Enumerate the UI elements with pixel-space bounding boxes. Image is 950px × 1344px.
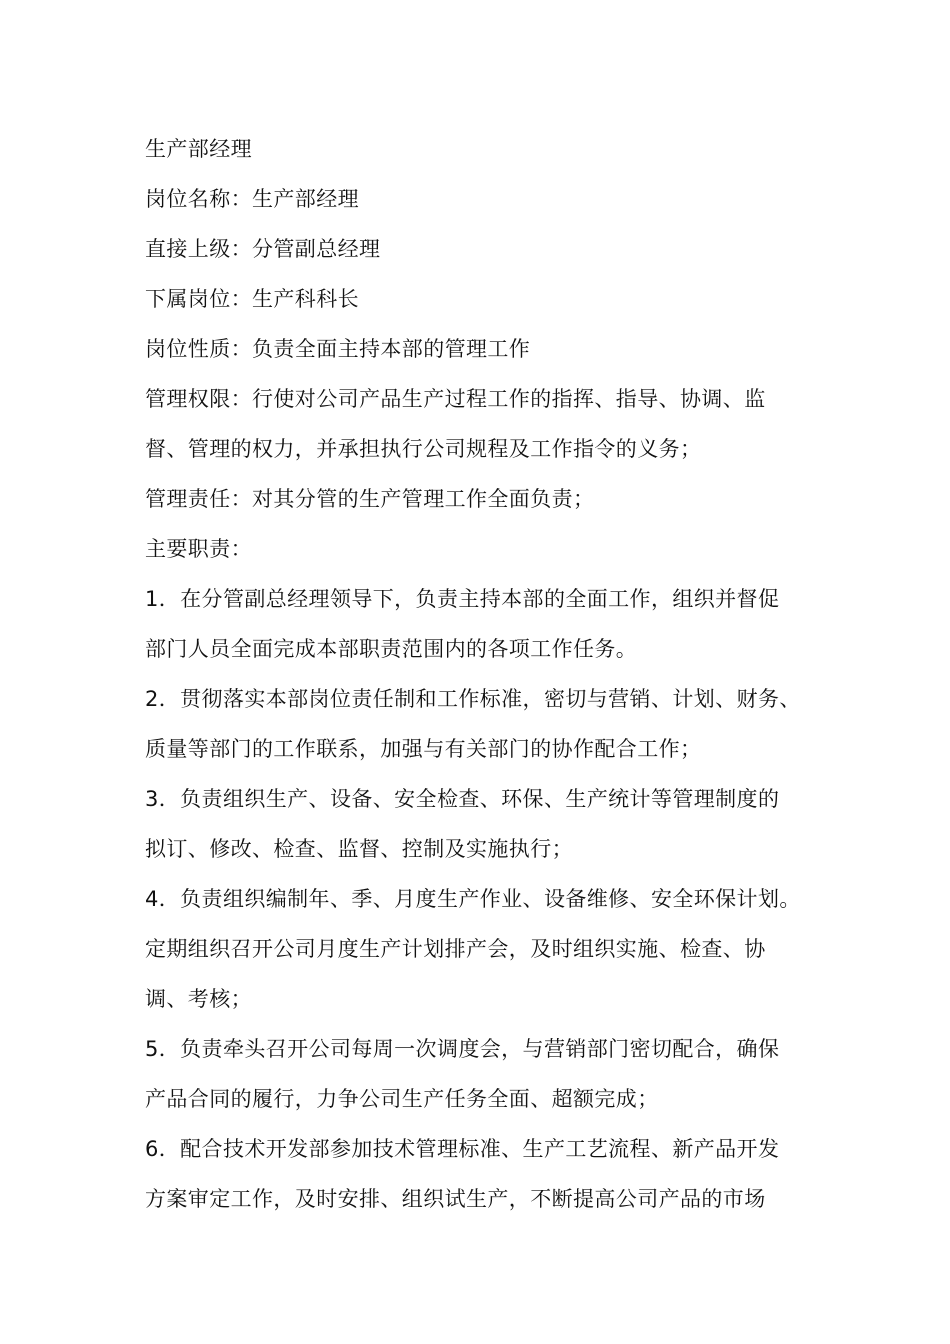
field-management-authority: 管理权限：行使对公司产品生产过程工作的指挥、指导、协调、监 bbox=[145, 387, 766, 411]
duty-item-cont: 质量等部门的工作联系，加强与有关部门的协作配合工作； bbox=[145, 737, 702, 761]
duty-item-cont: 部门人员全面完成本部职责范围内的各项工作任务。 bbox=[145, 637, 638, 661]
duty-item-cont: 拟订、修改、检查、监督、控制及实施执行； bbox=[145, 837, 573, 861]
field-management-responsibility: 管理责任：对其分管的生产管理工作全面负责； bbox=[145, 487, 595, 511]
duty-item: 5．负责牵头召开公司每周一次调度会，与营销部门密切配合，确保 bbox=[145, 1037, 780, 1061]
field-management-authority-cont: 督、管理的权力，并承担执行公司规程及工作指令的义务； bbox=[145, 437, 702, 461]
section-heading-main-duties: 主要职责： bbox=[145, 537, 252, 561]
field-subordinate-post: 下属岗位：生产科科长 bbox=[145, 287, 359, 311]
duty-item: 4．负责组织编制年、季、月度生产作业、设备维修、安全环保计划。 bbox=[145, 887, 801, 911]
duty-item: 2．贯彻落实本部岗位责任制和工作标准，密切与营销、计划、财务、 bbox=[145, 687, 801, 711]
duty-item: 6．配合技术开发部参加技术管理标准、生产工艺流程、新产品开发 bbox=[145, 1137, 780, 1161]
duty-item: 3．负责组织生产、设备、安全检查、环保、生产统计等管理制度的 bbox=[145, 787, 780, 811]
duty-item-cont: 方案审定工作，及时安排、组织试生产，不断提高公司产品的市场 bbox=[145, 1187, 766, 1211]
duty-item-cont: 定期组织召开公司月度生产计划排产会，及时组织实施、检查、协 bbox=[145, 937, 766, 961]
duty-item: 1．在分管副总经理领导下，负责主持本部的全面工作，组织并督促 bbox=[145, 587, 780, 611]
field-post-name: 岗位名称：生产部经理 bbox=[145, 187, 359, 211]
document-body bbox=[145, 124, 835, 1224]
duty-item-cont: 产品合同的履行，力争公司生产任务全面、超额完成； bbox=[145, 1087, 659, 1111]
document-title: 生产部经理 bbox=[145, 137, 252, 161]
field-direct-superior: 直接上级：分管副总经理 bbox=[145, 237, 381, 261]
field-post-nature: 岗位性质：负责全面主持本部的管理工作 bbox=[145, 337, 531, 361]
duty-item-cont: 调、考核； bbox=[145, 987, 252, 1011]
